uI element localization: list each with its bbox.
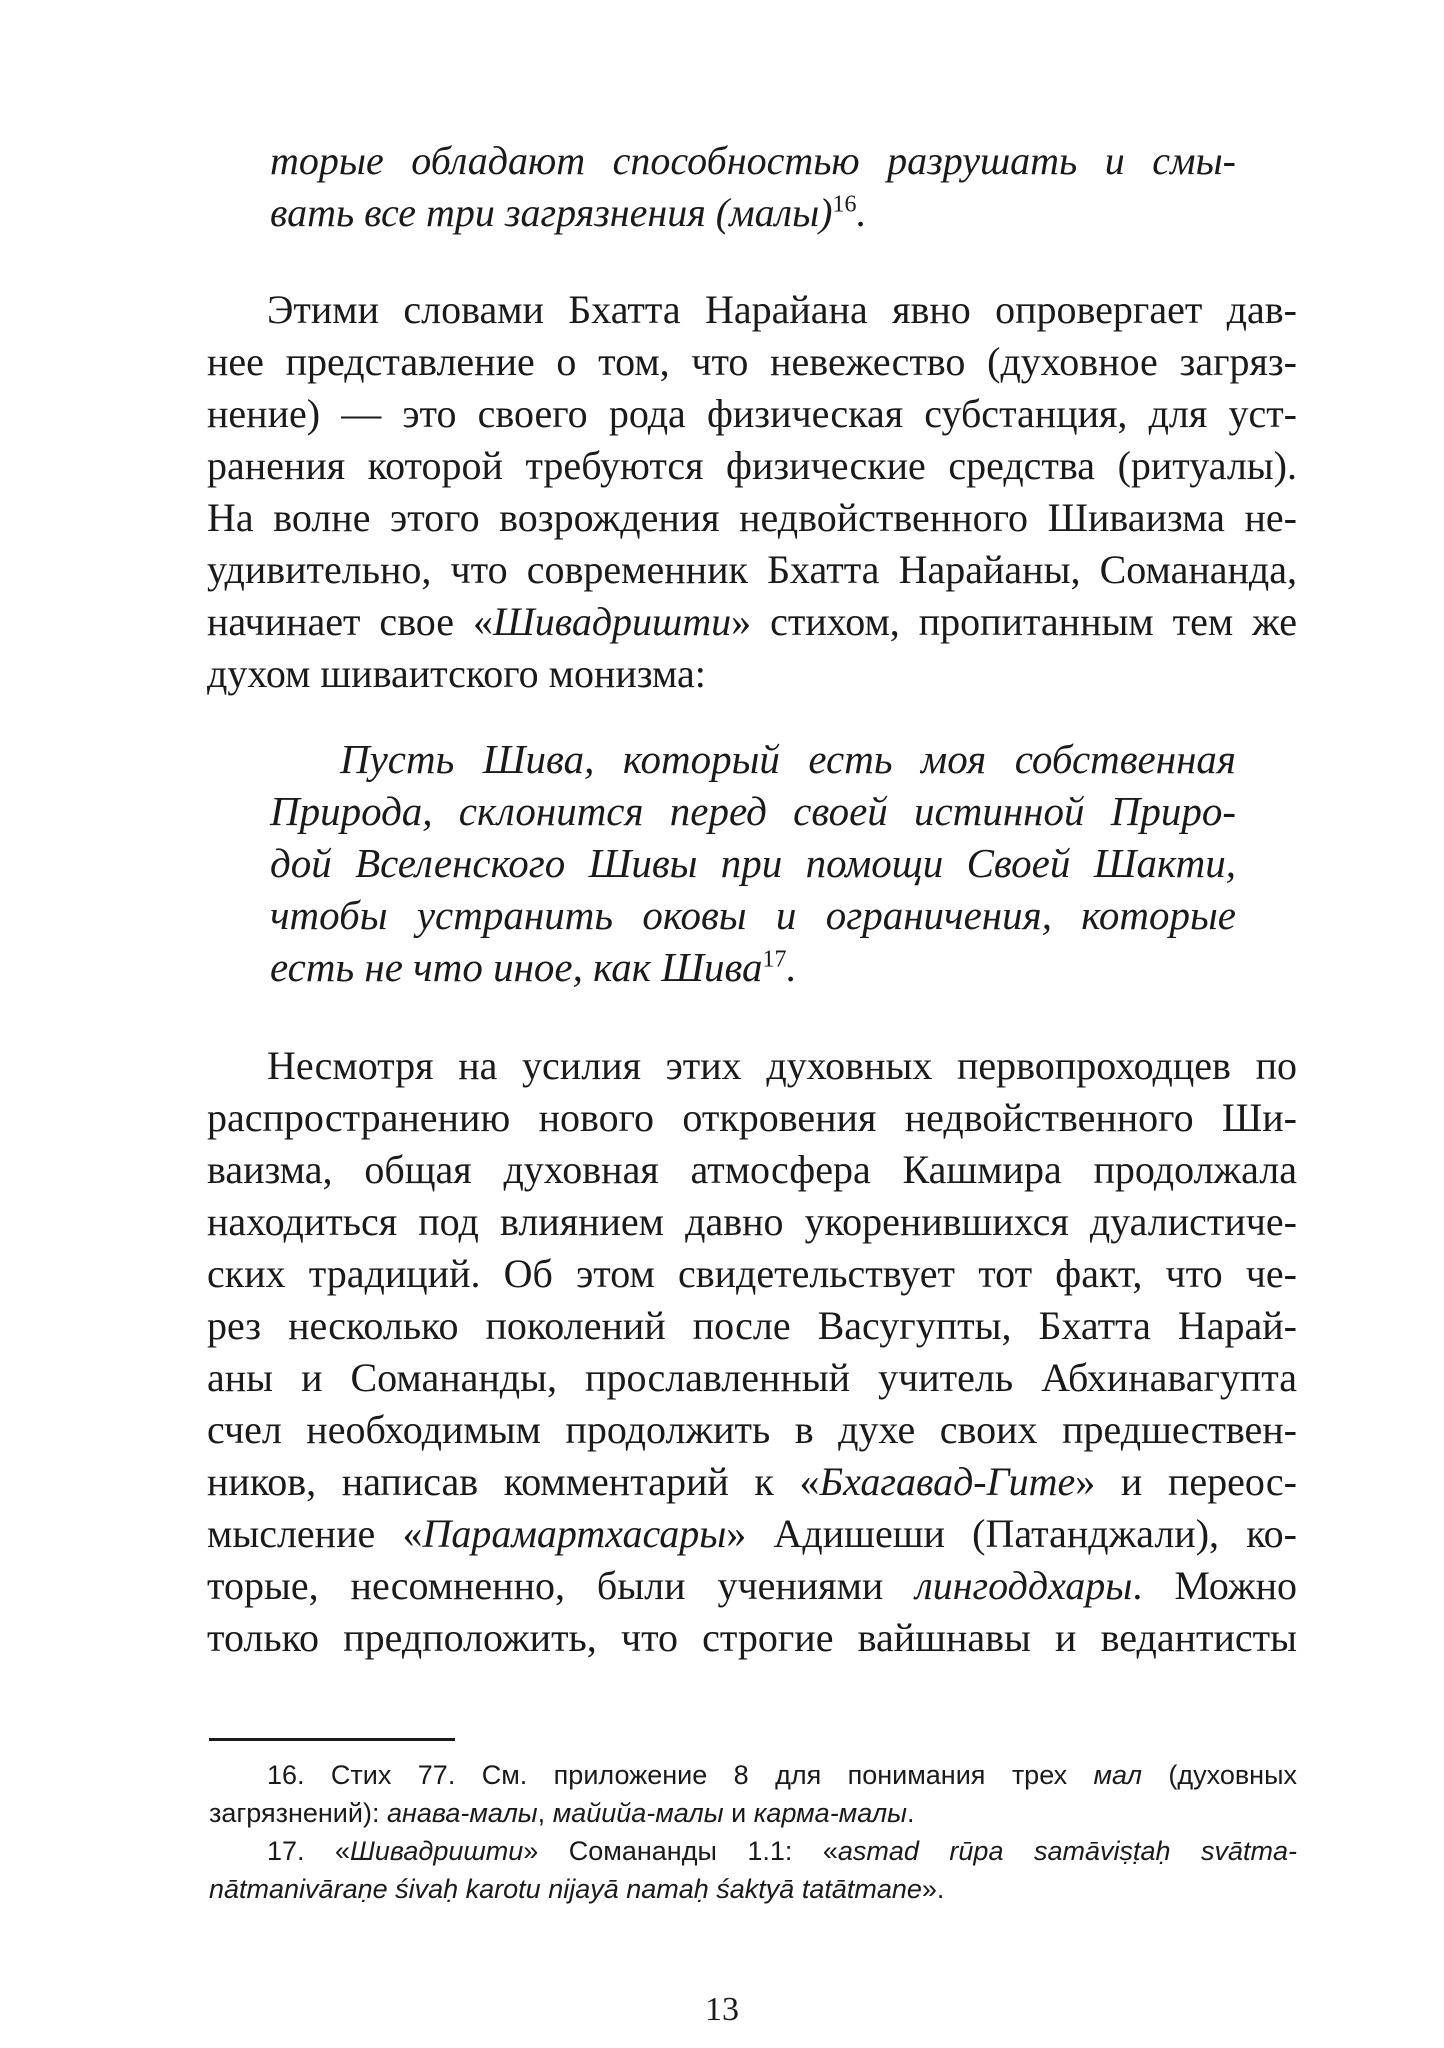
quote-verse-16 <box>270 135 1236 239</box>
paragraph-line: нение) — это своего рода физическая субстанция, для уст- <box>207 391 1297 436</box>
text-run: . Можно <box>1132 1563 1297 1608</box>
paragraph-line: счел необходимым продолжить в духе своих предшествен- <box>207 1407 1297 1452</box>
quote-line <box>270 187 1236 239</box>
page-number: 13 <box>705 1991 739 2028</box>
paragraph-line: На волне этого возрождения недвойственного Шиваизма не- <box>207 495 1297 540</box>
quote-text: вать все три загрязнения (малы) <box>270 190 833 235</box>
paragraph-line <box>207 1508 1297 1560</box>
quote-line: торые обладают способностью разрушать и смы- <box>270 138 1236 183</box>
text-run: , <box>537 1798 553 1828</box>
paragraph-line <box>207 1560 1297 1612</box>
footnote-17-line <box>209 1870 1297 1908</box>
quote-end: . <box>786 944 797 990</box>
quote-line: чтобы устранить оковы и ограничения, которые <box>270 892 1236 938</box>
paragraph-line: Этими словами Бхатта Нарайана явно опровергает дав- <box>267 287 1297 332</box>
paragraph-line: распространению нового откровения недвойственного Ши- <box>207 1095 1297 1140</box>
paragraph-2 <box>207 1040 1297 1664</box>
paragraph-line: ранения которой требуются физические средства (ритуалы). <box>207 443 1297 488</box>
paragraph-1 <box>207 284 1297 700</box>
text-run: начинает свое « <box>207 599 494 644</box>
paragraph-line: находиться под влиянием давно укоренившихся дуалистиче- <box>207 1199 1297 1244</box>
quote-line <box>270 941 1236 993</box>
paragraph-line: только предположить, что строгие вайшнавы и ведантисты <box>207 1615 1297 1660</box>
text-run: торые, несомненно, были учениями <box>207 1563 916 1608</box>
text-run: » и переос- <box>1075 1459 1297 1504</box>
book-title-shivadrishti: Шивадришти <box>493 599 732 644</box>
text-run: ников, написав комментарий к « <box>207 1459 820 1504</box>
text-run: анава-малы <box>386 1798 538 1828</box>
text-run: nātmanivāraṇe śivaḥ karotu nijayā namaḥ śaktyā tatātmane <box>209 1874 922 1904</box>
quote-text: есть не что иное, как Шива <box>270 944 763 990</box>
footnote-16-line <box>209 1794 1297 1832</box>
text-run: майийа-малы <box>552 1798 724 1828</box>
paragraph-line <box>207 596 1297 648</box>
paragraph-line <box>207 1456 1297 1508</box>
paragraph-line: ваизма, общая духовная атмосфера Кашмира продолжала <box>207 1147 1297 1192</box>
quote-verse-17 <box>270 733 1236 993</box>
book-title-bhagavad-gita: Бхагавад-Гите <box>819 1459 1076 1504</box>
footnote-ref-17: 17 <box>762 946 787 973</box>
quote-line: Пусть Шива, который есть моя собственная <box>340 736 1236 782</box>
text-run: (духовных <box>1141 1760 1298 1790</box>
text-run: » Адишеши (Патанджали), ко- <box>726 1511 1297 1556</box>
paragraph-line: нее представление о том, что невежество (духовное загряз- <box>207 339 1297 384</box>
footnote-16-line <box>209 1756 1297 1794</box>
term-lingoddhara: лингоддхары <box>915 1563 1133 1608</box>
text-run: 16. Стих 77. См. приложение 8 для понимания трех <box>267 1760 1094 1790</box>
paragraph-line: рез несколько поколений после Васугупты, Бхатта Нарай- <box>207 1303 1297 1348</box>
book-title-paramarthasara: Парамартхасары <box>422 1511 727 1556</box>
footnote-ref-16: 16 <box>832 191 857 218</box>
quote-end: . <box>856 190 867 235</box>
text-run: Шивадришти <box>350 1836 524 1866</box>
text-run: ». <box>921 1874 945 1904</box>
paragraph-line: аны и Сомананды, прославленный учитель Абхинавагупта <box>207 1355 1297 1400</box>
text-run: и <box>723 1798 754 1828</box>
text-run: » Сомананды 1.1: « <box>523 1836 838 1866</box>
text-run: asmad rūpa samāviṣṭaḥ svātma- <box>837 1836 1297 1866</box>
paragraph-line: ских традиций. Об этом свидетельствует тот факт, что че- <box>207 1251 1297 1296</box>
quote-line: Природа, склонится перед своей истинной Приро- <box>270 788 1236 834</box>
text-run: карма-малы <box>753 1798 907 1828</box>
quote-line: дой Вселенского Шивы при помощи Своей Шакти, <box>270 840 1236 886</box>
footnote-separator <box>209 1738 455 1741</box>
text-run: мал <box>1093 1760 1142 1790</box>
text-run: мысление « <box>207 1511 423 1556</box>
text-run: загрязнений): <box>209 1798 387 1828</box>
text-run: » стихом, пропитанным тем же <box>731 599 1297 644</box>
paragraph-line: удивительно, что современник Бхатта Нарайаны, Сомананда, <box>207 547 1297 592</box>
footnotes <box>209 1756 1297 1908</box>
paragraph-line: духом шиваитского монизма: <box>207 651 706 696</box>
text-run: . <box>907 1798 915 1828</box>
footnote-17-line <box>209 1832 1297 1870</box>
paragraph-line: Несмотря на усилия этих духовных первопроходцев по <box>267 1043 1297 1088</box>
text-run: 17. « <box>267 1836 351 1866</box>
